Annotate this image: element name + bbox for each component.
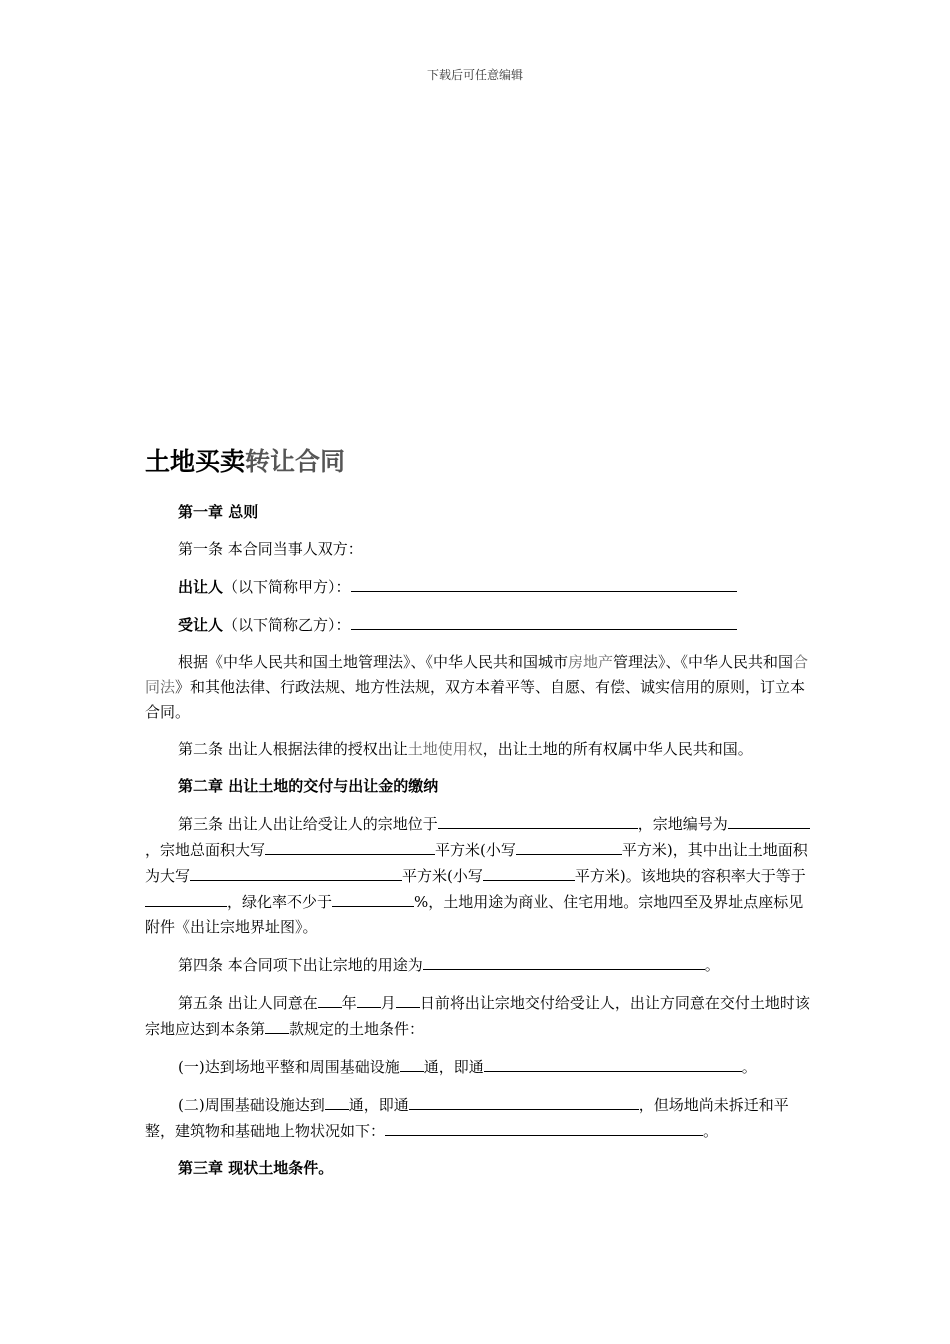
- item-2-count-blank[interactable]: [325, 1092, 349, 1110]
- total-area-number-blank[interactable]: [516, 837, 622, 855]
- article-3-text-8: ，绿化率不少于: [227, 893, 333, 911]
- month-blank[interactable]: [357, 990, 381, 1008]
- item-2-structures-blank[interactable]: [385, 1118, 703, 1136]
- parcel-number-blank-a[interactable]: [728, 811, 752, 829]
- chapter-2-heading: 第二章 出让土地的交付与出让金的缴纳: [178, 777, 439, 795]
- article-3-text-6: 平方米(小写: [402, 867, 483, 885]
- article-5-text-4: 日前将出让宗地交付给受让人，出让方同意在交付土地时该宗地应达到本条第: [145, 994, 810, 1038]
- plot-ratio-blank[interactable]: [145, 889, 227, 907]
- article-5-text-3: 月: [380, 994, 396, 1012]
- article-5-text-2: 年: [341, 994, 357, 1012]
- article-3-text-1: 第三条 出让人出让给受让人的宗地位于: [178, 815, 438, 833]
- document-title: [145, 442, 810, 478]
- party-a-blank[interactable]: [351, 574, 737, 592]
- land-use-blank[interactable]: [423, 952, 705, 970]
- clause-number-blank[interactable]: [265, 1016, 289, 1034]
- party-b-blank[interactable]: [351, 612, 737, 630]
- article-3-text-5: 平方米)，其中出让土地面积为大写: [145, 841, 808, 885]
- article-3-text-4: 平方米(小写: [435, 841, 516, 859]
- article-2: [145, 737, 810, 762]
- year-blank[interactable]: [318, 990, 342, 1008]
- basis-text-2: 管理法》、《中华人民共和国: [613, 653, 794, 671]
- location-blank[interactable]: [438, 811, 638, 829]
- document-body: [145, 442, 810, 1193]
- party-b-note: （以下简称乙方）：: [223, 616, 351, 634]
- article-5-text-1: 第五条 出让人同意在: [178, 994, 318, 1012]
- article-3-text-7: 平方米)。该地块的容积率大于等于: [574, 867, 806, 885]
- parcel-number-blank-b[interactable]: [752, 811, 810, 829]
- chapter-1-heading: 第一章 总则: [178, 503, 259, 521]
- article-1: 第一条 本合同当事人双方：: [178, 540, 363, 558]
- article-3: [145, 811, 810, 940]
- item-2-text-3: ，但场地尚未拆迁和平整，建筑物和基础地上物状况如下：: [145, 1096, 789, 1140]
- basis-paragraph: [145, 650, 810, 725]
- article-4-text-2: 。: [704, 956, 720, 974]
- day-blank[interactable]: [396, 990, 420, 1008]
- article-4-text-1: 第四条 本合同项下出让宗地的用途为: [178, 956, 423, 974]
- title-link[interactable]: 转让合同: [245, 447, 346, 476]
- page-header: 下载后可任意编辑: [426, 68, 523, 82]
- title-part1: 土地买卖: [145, 447, 246, 476]
- total-area-words-blank[interactable]: [265, 837, 435, 855]
- item-1-count-blank[interactable]: [400, 1054, 424, 1072]
- granted-area-words-blank[interactable]: [190, 863, 402, 881]
- article-5: [145, 990, 810, 1042]
- condition-item-2: [145, 1092, 810, 1144]
- condition-item-1: [145, 1054, 810, 1080]
- greening-rate-blank[interactable]: [332, 889, 414, 907]
- item-1-details-blank[interactable]: [484, 1054, 742, 1072]
- basis-text-1: 根据《中华人民共和国土地管理法》、《中华人民共和国城市: [178, 653, 569, 671]
- item-2-text-2: 通，即通: [348, 1096, 409, 1114]
- party-a-line: [145, 574, 810, 600]
- article-3-text-3: ，宗地总面积大写: [145, 841, 266, 859]
- article-3-text-2: ，宗地编号为: [637, 815, 728, 833]
- party-b-line: [145, 612, 810, 638]
- land-use-right-link[interactable]: 土地使用权: [407, 740, 483, 758]
- article-3-text-9: %，土地用途为商业、住宅用地。宗地四至及界址点座标见附件《出让宗地界址图》。: [145, 893, 804, 936]
- article-2-text-2: ，出让土地的所有权属中华人民共和国。: [482, 740, 753, 758]
- party-a-note: （以下简称甲方）：: [223, 578, 351, 596]
- basis-text-3: 》和其他法律、行政法规、地方性法规，双方本着平等、自愿、有偿、诚实信用的原则，订立本合同。: [145, 678, 806, 721]
- article-5-text-5: 款规定的土地条件：: [289, 1020, 425, 1038]
- item-1-text-1: (一)达到场地平整和周围基础设施: [178, 1058, 400, 1076]
- item-1-text-3: 。: [741, 1058, 757, 1076]
- contract-law-link[interactable]: 合同法: [145, 653, 809, 696]
- item-2-text-1: (二)周围基础设施达到: [178, 1096, 325, 1114]
- article-4: [145, 952, 810, 978]
- real-estate-link[interactable]: 房地产: [568, 653, 614, 671]
- item-2-details-blank[interactable]: [409, 1092, 639, 1110]
- article-2-text-1: 第二条 出让人根据法律的授权出让: [178, 740, 408, 758]
- granted-area-number-blank[interactable]: [483, 863, 575, 881]
- item-2-text-4: 。: [703, 1122, 719, 1140]
- party-a-label: 出让人: [178, 578, 224, 596]
- item-1-text-2: 通，即通: [423, 1058, 484, 1076]
- chapter-3-heading: 第三章 现状土地条件。: [178, 1159, 334, 1177]
- party-b-label: 受让人: [178, 616, 224, 634]
